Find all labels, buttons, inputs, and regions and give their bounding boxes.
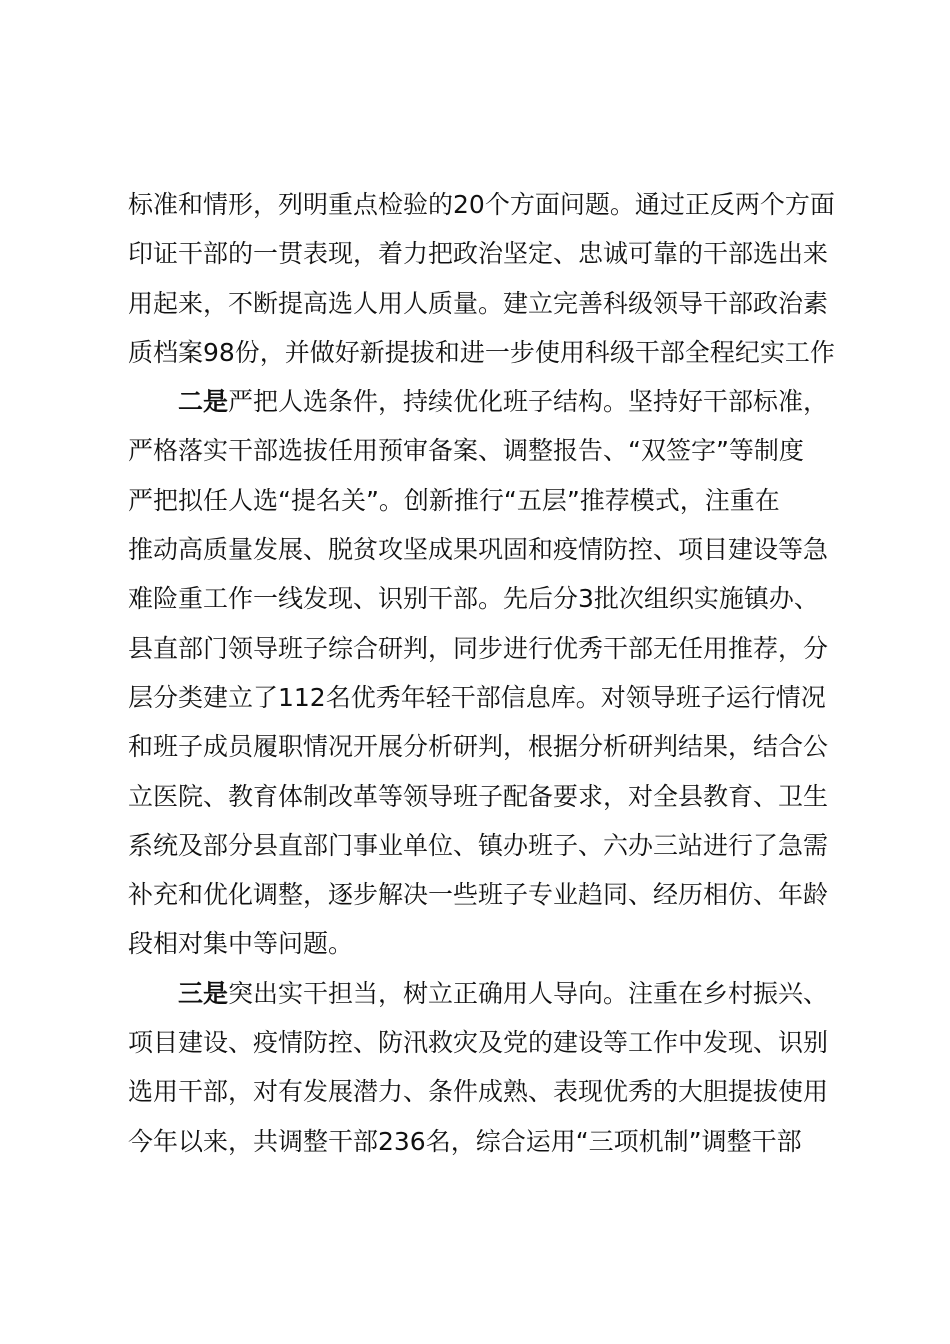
text-line: 严把拟任人选“提名关”。创新推行“五层”推荐模式，注重在: [128, 485, 780, 515]
paragraph-lead: 三是: [178, 978, 229, 1008]
text-line: 推动高质量发展、脱贫攻坚成果巩固和疫情防控、项目建设等急: [128, 535, 829, 565]
paragraph-1: [128, 180, 848, 377]
text-line: 今年以来，共调整干部236名，综合运用“三项机制”调整干部: [128, 1126, 802, 1156]
text-line: 用起来，不断提高选人用人质量。建立完善科级领导干部政治素: [128, 288, 829, 318]
paragraph-first-line: [128, 969, 848, 1018]
paragraph-lead: 二是: [178, 387, 229, 417]
text-line: 严格落实干部选拔任用预审备案、调整报告、“双签字”等制度: [128, 436, 804, 466]
text-line: 县直部门领导班子综合研判，同步进行优秀干部无任用推荐，分: [128, 633, 829, 663]
body-text: [128, 180, 848, 1166]
text-line: 立医院、教育体制改革等领导班子配备要求，对全县教育、卫生: [128, 781, 829, 811]
text-line: 印证干部的一贯表现，着力把政治坚定、忠诚可靠的干部选出来: [128, 239, 829, 269]
paragraph-first-line-text: 严把人选条件，持续优化班子结构。坚持好干部标准，: [228, 387, 829, 417]
text-line: 选用干部，对有发展潜力、条件成熟、表现优秀的大胆提拔使用: [128, 1077, 829, 1107]
paragraph-2: [128, 377, 848, 969]
text-line: 质档案98份，并做好新提拔和进一步使用科级干部全程纪实工作: [128, 337, 835, 367]
text-line: 和班子成员履职情况开展分析研判，根据分析研判结果，结合公: [128, 732, 829, 762]
text-line: 补充和优化调整，逐步解决一些班子专业趋同、经历相仿、年龄: [128, 880, 829, 910]
text-line: 难险重工作一线发现、识别干部。先后分3批次组织实施镇办、: [128, 584, 819, 614]
paragraph-3: [128, 969, 848, 1166]
text-line: 系统及部分县直部门事业单位、镇办班子、六办三站进行了急需: [128, 830, 829, 860]
paragraph-first-line: [128, 377, 848, 426]
text-line: 标准和情形，列明重点检验的20个方面问题。通过正反两个方面: [128, 190, 835, 219]
text-line: 层分类建立了112名优秀年轻干部信息库。对领导班子运行情况: [128, 682, 826, 712]
paragraph-first-line-text: 突出实干担当，树立正确用人导向。注重在乡村振兴、: [228, 978, 829, 1008]
text-line: 项目建设、疫情防控、防汛救灾及党的建设等工作中发现、识别: [128, 1028, 829, 1058]
text-line: 段相对集中等问题。: [128, 929, 354, 959]
